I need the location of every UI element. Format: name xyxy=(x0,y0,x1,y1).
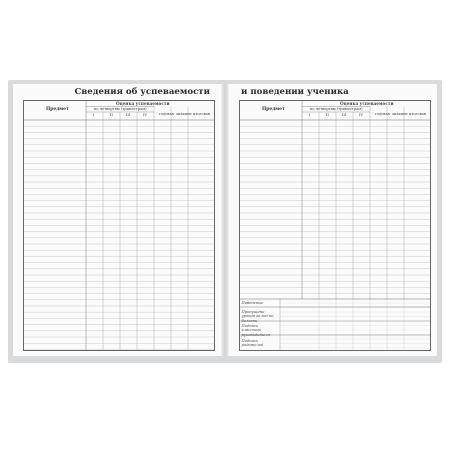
subject-header: Предмет xyxy=(262,107,285,112)
spread-title-left: Сведения об успеваемости xyxy=(74,87,210,97)
subject-header: Предмет xyxy=(46,107,69,112)
column-final: итоговая xyxy=(193,111,211,116)
column-final: итоговая xyxy=(409,111,427,116)
grades-header: Оценка успеваемости xyxy=(116,101,170,106)
grade-table-left xyxy=(23,100,215,351)
column-iii: III xyxy=(342,113,347,117)
column-i: I xyxy=(309,113,311,117)
footer-parent-signature-label: Подпись родителей xyxy=(241,339,264,348)
quarter-header: по четвертям (триместрам) xyxy=(310,106,363,111)
column-iv: IV xyxy=(359,113,364,117)
column-ii: II xyxy=(110,113,113,117)
column-annual: годовая xyxy=(375,111,390,116)
grade-table-right xyxy=(239,100,431,351)
column-iii: III xyxy=(126,113,131,117)
column-i: I xyxy=(93,113,95,117)
table-grid-lines xyxy=(24,101,214,350)
footer-absences-label: Пропущено уроков за год по болезни xyxy=(241,310,274,323)
column-exam: экзамен xyxy=(392,111,408,116)
footer-behavior-label: Поведение xyxy=(241,300,263,305)
spread-title-right: и поведении ученика xyxy=(241,87,349,97)
quarter-header: по четвертям (триместрам) xyxy=(94,106,147,111)
column-exam: экзамен xyxy=(176,111,192,116)
column-annual: годовая xyxy=(159,111,174,116)
column-iv: IV xyxy=(143,113,148,117)
grades-header: Оценка успеваемости xyxy=(340,101,394,106)
page-gutter xyxy=(221,84,229,356)
footer-teacher-signature-label: Подпись классного руководителя xyxy=(241,324,270,337)
column-ii: II xyxy=(326,113,329,117)
